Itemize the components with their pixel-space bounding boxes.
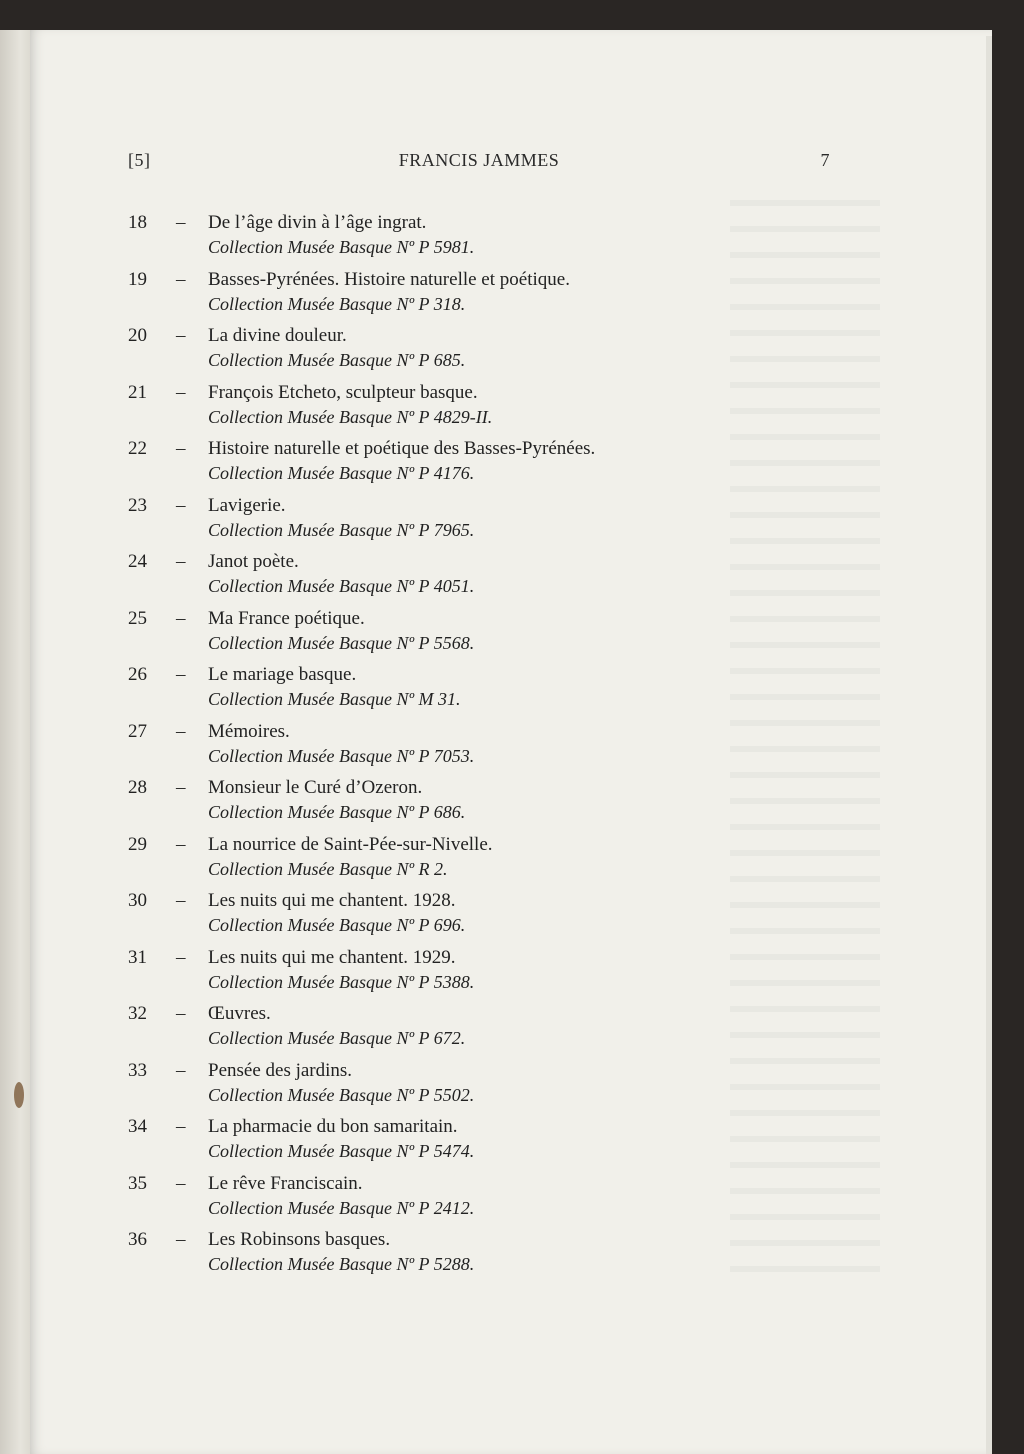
entry-collection: Collection Musée Basque Nº P 5568. xyxy=(208,632,475,653)
entry-number: 31 xyxy=(128,946,147,968)
entry-dash: – xyxy=(176,325,186,346)
list-item xyxy=(128,438,768,495)
entry-number: 25 xyxy=(128,607,147,629)
entry-dash: – xyxy=(176,494,186,516)
list-item xyxy=(128,890,768,947)
page-edge xyxy=(986,36,992,1454)
entry-dash: – xyxy=(176,1003,186,1024)
entry-collection: Collection Musée Basque Nº P 5474. xyxy=(208,1141,475,1161)
list-item xyxy=(128,664,768,721)
entry-collection: Collection Musée Basque Nº P 4051. xyxy=(208,576,475,596)
list-item xyxy=(128,777,768,834)
running-title: FRANCIS JAMMES xyxy=(398,150,560,170)
entry-dash: – xyxy=(176,268,186,290)
entry-collection: Collection Musée Basque Nº P 685. xyxy=(208,350,466,370)
entry-dash: – xyxy=(176,777,186,798)
entry-title: Basses-Pyrénées. Histoire naturelle et poétique. xyxy=(208,268,570,290)
entry-number: 36 xyxy=(128,1229,147,1250)
entry-title: La nourrice de Saint-Pée-sur-Nivelle. xyxy=(208,833,493,855)
list-item xyxy=(128,1116,768,1173)
entry-collection: Collection Musée Basque Nº P 5388. xyxy=(208,971,475,992)
entry-number: 33 xyxy=(128,1059,147,1081)
entry-dash: – xyxy=(176,212,186,233)
entry-number: 35 xyxy=(128,1172,147,1194)
entry-collection: Collection Musée Basque Nº P 5288. xyxy=(208,1254,475,1274)
entry-collection: Collection Musée Basque Nº P 2412. xyxy=(208,1197,475,1218)
entry-number: 19 xyxy=(128,268,147,290)
entry-number: 27 xyxy=(128,720,147,742)
running-header xyxy=(128,150,830,178)
entry-number: 23 xyxy=(128,494,147,516)
entry-number: 34 xyxy=(128,1116,147,1137)
entry-title: Le mariage basque. xyxy=(208,664,357,685)
entry-dash: – xyxy=(176,438,186,459)
entry-collection: Collection Musée Basque Nº P 672. xyxy=(208,1028,466,1048)
entry-dash: – xyxy=(176,1116,186,1137)
entry-title: Les nuits qui me chantent. 1928. xyxy=(208,890,456,911)
entry-title: Les nuits qui me chantent. 1929. xyxy=(208,946,456,968)
entry-number: 20 xyxy=(128,325,147,346)
entry-title: Les Robinsons basques. xyxy=(208,1229,391,1250)
entry-collection: Collection Musée Basque Nº P 4176. xyxy=(208,463,475,483)
entry-collection: Collection Musée Basque Nº P 7965. xyxy=(208,519,475,540)
list-item xyxy=(128,1003,768,1060)
entry-collection: Collection Musée Basque Nº M 31. xyxy=(208,689,461,709)
entry-collection: Collection Musée Basque Nº P 696. xyxy=(208,915,466,935)
entry-dash: – xyxy=(176,1059,186,1081)
entry-title: De l’âge divin à l’âge ingrat. xyxy=(208,212,427,233)
list-item xyxy=(128,1173,768,1230)
list-item xyxy=(128,325,768,382)
page-number: 7 xyxy=(820,150,830,170)
entry-number: 24 xyxy=(128,551,147,572)
entry-dash: – xyxy=(176,946,186,968)
entry-number: 29 xyxy=(128,833,147,855)
entry-collection: Collection Musée Basque Nº P 5981. xyxy=(208,237,475,257)
entry-number: 22 xyxy=(128,438,147,459)
entry-collection: Collection Musée Basque Nº P 4829-II. xyxy=(208,406,493,427)
entry-dash: – xyxy=(176,890,186,911)
entry-title: Le rêve Franciscain. xyxy=(208,1172,363,1194)
entry-number: 21 xyxy=(128,381,147,403)
list-item xyxy=(128,382,768,439)
entry-title: François Etcheto, sculpteur basque. xyxy=(208,381,478,403)
entry-title: Ma France poétique. xyxy=(208,607,365,629)
list-item xyxy=(128,495,768,552)
list-item xyxy=(128,721,768,778)
paper-stain xyxy=(14,1082,24,1108)
entry-number: 18 xyxy=(128,212,147,233)
entry-dash: – xyxy=(176,1172,186,1194)
entry-title: Monsieur le Curé d’Ozeron. xyxy=(208,777,423,798)
entry-title: Œuvres. xyxy=(208,1003,271,1024)
entry-collection: Collection Musée Basque Nº R 2. xyxy=(208,858,448,879)
entry-dash: – xyxy=(176,720,186,742)
entry-dash: – xyxy=(176,1229,186,1250)
section-marker: [5] xyxy=(128,150,151,170)
entry-collection: Collection Musée Basque Nº P 7053. xyxy=(208,745,475,766)
entry-number: 30 xyxy=(128,890,147,911)
entry-dash: – xyxy=(176,607,186,629)
entry-title: Mémoires. xyxy=(208,720,290,742)
entry-dash: – xyxy=(176,381,186,403)
entry-title: Lavigerie. xyxy=(208,494,286,516)
entry-title: Pensée des jardins. xyxy=(208,1059,353,1081)
entry-number: 26 xyxy=(128,664,147,685)
entry-collection: Collection Musée Basque Nº P 318. xyxy=(208,293,466,314)
entry-dash: – xyxy=(176,551,186,572)
entry-number: 28 xyxy=(128,777,147,798)
list-item xyxy=(128,834,768,891)
entry-title: Histoire naturelle et poétique des Basses-Pyrénées. xyxy=(208,438,596,459)
list-item xyxy=(128,551,768,608)
entry-title: La pharmacie du bon samaritain. xyxy=(208,1116,458,1137)
entry-dash: – xyxy=(176,664,186,685)
list-item xyxy=(128,212,768,269)
list-item xyxy=(128,1060,768,1117)
entry-collection: Collection Musée Basque Nº P 5502. xyxy=(208,1084,475,1105)
entry-title: Janot poète. xyxy=(208,551,299,572)
entry-dash: – xyxy=(176,833,186,855)
list-item xyxy=(128,269,768,326)
catalogue-list xyxy=(128,212,768,1286)
list-item xyxy=(128,608,768,665)
book-spine xyxy=(0,30,34,1454)
list-item xyxy=(128,1229,768,1286)
entry-title: La divine douleur. xyxy=(208,325,347,346)
list-item xyxy=(128,947,768,1004)
entry-number: 32 xyxy=(128,1003,147,1024)
entry-collection: Collection Musée Basque Nº P 686. xyxy=(208,802,466,822)
